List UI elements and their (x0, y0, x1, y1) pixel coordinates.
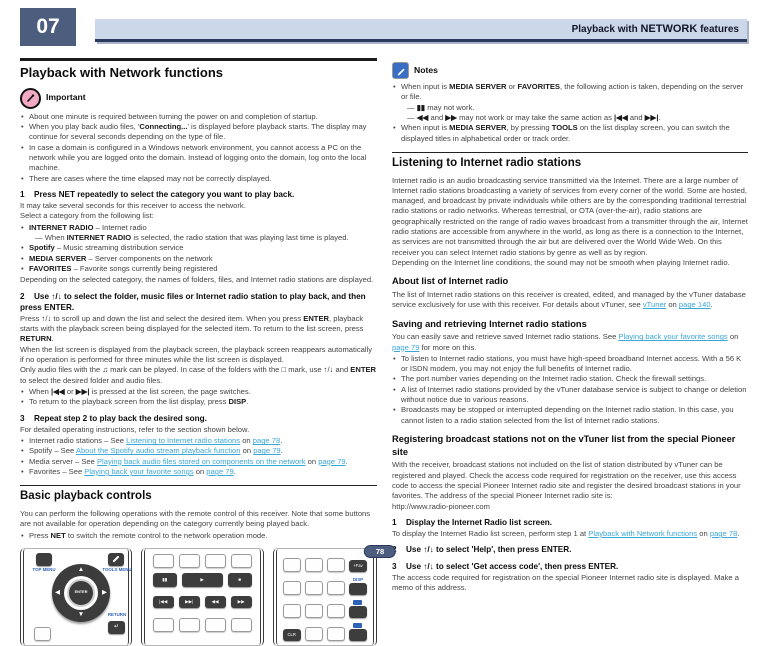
right-column (392, 58, 748, 593)
link[interactable]: page 78 (709, 529, 738, 539)
unlabeled-button (305, 581, 323, 595)
list-item: • Press NET to switch the remote control to the network operation mode. (20, 531, 377, 541)
paragraph: When the list screen is displayed from the playback screen, the playback screen reappears automatically if no operation is performed for three minutes while the list screen is displayed. (20, 344, 373, 365)
link[interactable]: page 79 (253, 446, 281, 456)
notes-list (392, 82, 748, 144)
unlabeled-button (153, 618, 174, 632)
reference-list (20, 436, 377, 477)
link[interactable]: Playback with Network functions (588, 529, 698, 539)
list-item: • About one minute is required between turning the power on and completion of startup. (20, 112, 377, 122)
paragraph: Depending on the selected category, the names of folders, files, and Internet radio stations are displayed. (20, 275, 374, 285)
unlabeled-button (179, 618, 200, 632)
chapter-number: 07 (20, 8, 76, 46)
cursor-down-icon: ▼ (77, 611, 85, 619)
paragraph: You can perform the following operations with the remote control of this receiver. Note that some buttons are not available for operation depending on the category currently being played back. (20, 508, 371, 529)
disp-label: DISP (352, 577, 364, 583)
paragraph: It may take several seconds for this receiver to access the network. (20, 201, 246, 211)
top-menu-label: TOP MENU (32, 566, 56, 572)
icon-button (349, 629, 367, 641)
subsection-registering: Registering broadcast stations not on the vTuner list from the special Pioneer site (392, 434, 736, 457)
step-2-title: 2 Use ↑/↓ to select the folder, music files or Internet radio station to play back, and then press ENTER. (20, 291, 366, 312)
remote-panel-cursor (20, 548, 132, 646)
link[interactable]: Playing back your favorite songs (618, 332, 728, 342)
unlabeled-button (327, 627, 345, 641)
button-row (153, 554, 252, 568)
divider (392, 152, 748, 153)
list-item: • MEDIA SERVER – Server components on the network (20, 254, 377, 264)
button-grid (283, 553, 367, 641)
section-title-network-functions: Playback with Network functions (20, 65, 223, 80)
cursor-up-icon: ▲ (77, 565, 85, 573)
skip-back-button: |◀◀ (153, 596, 174, 608)
list-item: — ◀◀ and ▶▶ may not work or may take the same action as |◀◀ and ▶▶|. (407, 112, 661, 122)
enter-button: ENTER (67, 579, 95, 607)
important-list (20, 112, 377, 184)
unlabeled-button (327, 581, 345, 595)
unlabeled-button (205, 554, 226, 568)
paragraph: The list of Internet radio stations on this receiver is created, edited, and managed by the vTuner database service exclusively for use with this receiver. For details about vTuner, see vTuner on page 140. (392, 289, 746, 310)
stop-button: ■ (228, 573, 252, 587)
list-item: • A list of Internet radio stations provided by the vTuner database service is subject to change or deletion without notice due to various reasons. (392, 385, 748, 406)
fast-forward-button: ▶▶ (231, 596, 252, 608)
list-item: • INTERNET RADIO – Internet radio (20, 223, 377, 233)
unlabeled-button (327, 558, 345, 572)
link[interactable]: page 79 (392, 342, 420, 352)
paragraph: To display the Internet Radio list screen, perform step 1 at Playback with Network functions on page 78. (392, 529, 740, 539)
step-1-title: 1 Display the Internet Radio list screen. (392, 517, 553, 527)
list-item: • When |◀◀ or ▶▶| is pressed at the list screen, the page switches. (20, 387, 377, 397)
paragraph: Only audio files with the ♫ mark can be played. In case of the folders with the □ mark, use ↑/↓ and ENTER to select the desired folder and audio files. (20, 365, 377, 385)
step2-list (20, 387, 377, 408)
notes-label: Notes (414, 64, 438, 75)
unlabeled-button (283, 581, 301, 595)
list-item: • There are cases where the time elapsed may not be correctly displayed. (20, 174, 377, 184)
unlabeled-button (34, 627, 51, 641)
remote-panel-numberpad (273, 548, 377, 646)
unlabeled-button (231, 618, 252, 632)
link[interactable]: Playing back audio files stored on components on the network (96, 456, 306, 466)
button-row (153, 573, 252, 587)
notes-icon (392, 62, 409, 79)
paragraph: Select a category from the following list: (20, 211, 154, 221)
link[interactable]: page 140 (678, 300, 711, 310)
unlabeled-button (327, 604, 345, 618)
section-title-basic-playback: Basic playback controls (20, 490, 152, 503)
unlabeled-button (283, 558, 301, 572)
paragraph: With the receiver, broadcast stations not included on the list of station distributed by vTuner can be registered and played. Check the access code required for registration on the receiver, use this access code to access the special Pioneer Internet radio site and register the desired broadcast stations in your favorites. The address of the special Pioneer Internet radio site is: (392, 460, 741, 501)
list-item: • In case a domain is configured in a Windows network environment, you cannot access a PC on the network while you are logged onto the domain. Instead of logging onto the domain, log onto the local machine. (20, 143, 377, 174)
list-item: • FAVORITES – Favorite songs currently being registered (20, 264, 377, 274)
disp-button (349, 583, 367, 595)
return-button: ↵ (108, 621, 125, 634)
icon-button (349, 606, 367, 618)
list-item: • Broadcasts may be stopped or interrupted depending on the Internet radio station. In this case, you cannot listen to a radio station selected from the list of Internet radio stations. (392, 405, 748, 426)
unlabeled-button (305, 604, 323, 618)
unlabeled-button (205, 618, 226, 632)
step-3-title: 3 Repeat step 2 to play back the desired song. (20, 413, 207, 423)
return-label: RETURN (107, 611, 127, 617)
button-row (153, 596, 252, 608)
step-2-title: Use ↑/↓ to select 'Help', then press ENTER. (406, 545, 572, 555)
paragraph: Depending on the Internet line conditions, the sound may not be smooth when playing Internet radio. (392, 258, 730, 267)
pioneer-radio-url: http://www.radio-pioneer.com (392, 501, 490, 511)
important-label: Important (46, 92, 86, 103)
page-number-badge: 78 (364, 545, 396, 558)
list-item: • Spotify – Music streaming distribution service (20, 243, 377, 253)
paragraph: Press ↑/↓ to scroll up and down the list and select the desired item. When you press ENTER, playback starts with the playback screen being displayed for the selected item. To return to the list screen, press RETURN. (20, 313, 364, 344)
subsection-saving-retrieving: Saving and retrieving Internet radio stations (392, 318, 587, 329)
remote-panel-transport (141, 548, 264, 646)
paragraph: You can easily save and retrieve saved Internet radio stations. See Playing back your favorite songs on page 79 for more on this. (392, 332, 739, 352)
rewind-button: ◀◀ (205, 596, 226, 608)
play-button: ▶ (182, 573, 223, 587)
notes-header (392, 62, 748, 79)
unlabeled-button (283, 604, 301, 618)
remote-control-illustration (20, 548, 377, 646)
saving-list (392, 354, 748, 426)
tools-menu-label: TOOLS MENU (102, 566, 132, 572)
step-1-title: 1 Press NET repeatedly to select the category you want to play back. (20, 189, 295, 199)
paragraph: The access code required for registration on the special Pioneer Internet radio site is displayed. Make a memo of this address. (392, 572, 739, 592)
tools-menu-button (108, 553, 124, 566)
important-icon (20, 88, 41, 109)
list-item: • Internet radio stations – See Listening to Internet radio stations on page 78. (20, 436, 377, 446)
left-column (20, 58, 377, 646)
skip-forward-button: ▶▶| (179, 596, 200, 608)
list-item: • When you play back audio files, 'Connecting...' is displayed before playback starts. The display may continue for several seconds depending on the type of file. (20, 122, 377, 143)
list-item: • When input is MEDIA SERVER, by pressing TOOLS on the list display screen, you can switch the displayed titles in alphabetical order or track order. (392, 123, 748, 144)
step-3-title: 3 Use ↑/↓ to select 'Get access code', then press ENTER. (392, 561, 619, 571)
section-title-internet-radio: Listening to Internet radio stations (392, 156, 582, 169)
button-row (153, 618, 252, 632)
clear-button: CLR (283, 629, 301, 641)
header-title: Playback with NETWORK features (571, 23, 739, 35)
subsection-about-list: About list of Internet radio (392, 276, 509, 287)
pause-button: ▮▮ (153, 573, 177, 587)
unlabeled-button (305, 627, 323, 641)
list-item: • To listen to Internet radio stations, you must have high-speed broadband Internet access. With a 56 K or ISDN modem, you may not enjoy the full benefits of Internet radio. (392, 354, 748, 375)
important-header (20, 88, 377, 109)
link[interactable]: page 79 (206, 467, 234, 477)
list-item: — ▮▮ may not work. (407, 102, 475, 112)
unlabeled-button (153, 554, 174, 568)
list-item: • Media server – See Playing back audio files stored on components on the network on page 79. (20, 457, 377, 467)
add-favorite-button: +Fav (349, 560, 367, 572)
list-item: • Favorites – See Playing back your favorite songs on page 79. (20, 467, 377, 477)
unlabeled-button (231, 554, 252, 568)
link[interactable]: Listening to Internet radio stations (126, 436, 241, 446)
link[interactable]: Playing back your favorite songs (84, 467, 194, 477)
unlabeled-button (305, 558, 323, 572)
blue-icon (353, 600, 362, 605)
paragraph: Internet radio is an audio broadcasting service transmitted via the Internet. There are a large number of Internet radio stations broadcasting a variety of services from every corner of the world. Some are hosted, managed, and broadcast by private individuals while others are by the corresponding traditional terrestrial radio stations or radio networks. Whereas terrestrial, or OTA (over-the-air), radio stations are geographically restricted on the range of radio waves broadcast from a transmitter through the air, Internet radio stations are accessible from anywhere in the world, as long as there is a connection to the Internet, as services are not transmitted through the air but are delivered over the World Wide Web. On this receiver you can select Internet radio stations by genre as well as by region. (392, 175, 748, 257)
link[interactable]: About the Spotify audio stream playback function (75, 446, 241, 456)
cursor-right-icon: ▶ (102, 588, 107, 596)
header-bar (95, 19, 747, 42)
wrench-icon (112, 556, 119, 563)
top-menu-button (36, 553, 52, 566)
list-item: • When input is MEDIA SERVER or FAVORITES, the following action is taken, depending on the server or file. (392, 82, 748, 103)
link[interactable]: vTuner (642, 300, 667, 310)
cursor-left-icon: ◀ (55, 588, 60, 596)
list-item: — When INTERNET RADIO is selected, the radio station that was playing last time is played. (35, 232, 349, 242)
blue-icon (353, 623, 362, 628)
list-item: • Spotify – See About the Spotify audio stream playback function on page 79. (20, 446, 377, 456)
list-item: • To return to the playback screen from the list display, press DISP. (20, 397, 377, 407)
bpc-list (20, 531, 377, 541)
divider (20, 485, 377, 486)
list-item: • The port number varies depending on the Internet radio station. Check the firewall settings. (392, 374, 748, 384)
divider (20, 58, 377, 61)
unlabeled-button (179, 554, 200, 568)
category-list (20, 223, 377, 275)
link[interactable]: page 78 (252, 436, 281, 446)
link[interactable]: page 79 (318, 456, 346, 466)
paragraph: For detailed operating instructions, refer to the section shown below. (20, 424, 250, 434)
